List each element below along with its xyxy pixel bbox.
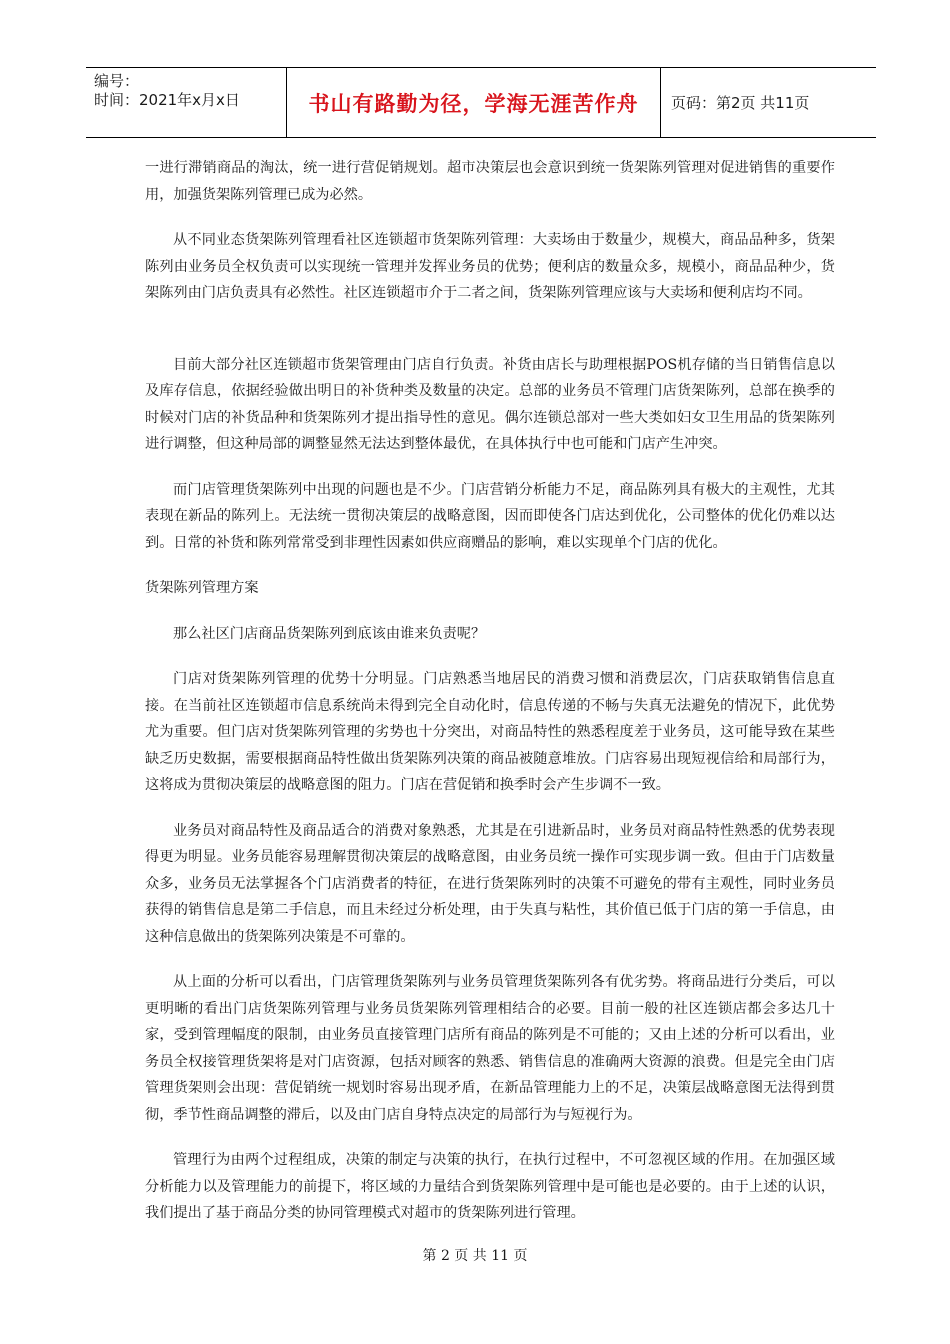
body-paragraph: 从不同业态货架陈列管理看社区连锁超市货架陈列管理：大卖场由于数量少，规模大，商品品种多，货架陈列由业务员全权负责可以实现统一管理并发挥业务员的优势；便利店的数量众多，规模小，商品品种少，货架陈列由门店负责具有必然性。社区连锁超市介于二者之间，货架陈列管理应该与大卖场和便利店均不同。 [145, 232, 835, 301]
page-header [86, 67, 876, 138]
page-footer [0, 1245, 950, 1265]
body-paragraph: 门店对货架陈列管理的优势十分明显。门店熟悉当地居民的消费习惯和消费层次，门店获取销售信息直接。在当前社区连锁超市信息系统尚未得到完全自动化时，信息传递的不畅与失真无法避免的情况下，此优势尤为重要。但门店对货架陈列管理的劣势也十分突出，对商品特性的熟悉程度差于业务员，这可能导致在某些缺乏历史数据，需要根据商品特性做出货架陈列决策的商品被随意堆放。门店容易出现短视信给和局部行为，这将成为贯彻决策层的战略意图的阻力。门店在营促销和换季时会产生步调不一致。 [145, 671, 835, 793]
body-paragraph: 从上面的分析可以看出，门店管理货架陈列与业务员管理货架陈列各有优劣势。将商品进行分类后，可以更明晰的看出门店货架陈列管理与业务员货架陈列管理相结合的必要。目前一般的社区连锁店都会多达几十家，受到管理幅度的限制，由业务员直接管理门店所有商品的陈列是不可能的；又由上述的分析可以看出，业务员全权接管理货架将是对门店资源，包括对顾客的熟悉、销售信息的准确两大资源的浪费。但是完全由门店管理货架则会出现：营促销统一规划时容易出现矛盾，在新品管理能力上的不足，决策层战略意图无法得到贯彻，季节性商品调整的滞后，以及由门店自身特点决定的局部行为与短视行为。 [145, 974, 835, 1123]
body-paragraph: 业务员对商品特性及商品适合的消费对象熟悉，尤其是在引进新品时，业务员对商品特性熟悉的优势表现得更为明显。业务员能容易理解贯彻决策层的战略意图，由业务员统一操作可实现步调一致。但由于门店数量众多，业务员无法掌握各个门店消费者的特征，在进行货架陈列时的决策不可避免的带有主观性，同时业务员获得的销售信息是第二手信息，而且未经过分析处理，由于失真与粘性，其价值已低于门店的第一手信息，由这种信息做出的货架陈列决策是不可靠的。 [145, 822, 835, 945]
header-motto: 书山有路勤为径，学海无涯苦作舟 [308, 91, 639, 116]
body-paragraph: 而门店管理货架陈列中出现的问题也是不少。门店营销分析能力不足，商品陈列具有极大的主观性，尤其表现在新品的陈列上。无法统一贯彻决策层的战略意图，因而即使各门店达到优化，公司整体的优化仍难以达到。日常的补货和陈列常常受到非理性因素如供应商赠品的影响，难以实现单个门店的优化。 [145, 481, 835, 551]
document-number-label: 编号： [94, 72, 140, 90]
header-motto-cell [287, 68, 661, 137]
header-page-label: 页码：第2页 共11页 [671, 94, 810, 112]
footer-page-number: 第 2 页 共 11 页 [422, 1248, 528, 1264]
header-meta [86, 68, 287, 137]
body-paragraph: 一进行滞销商品的淘汰，统一进行营促销规划。超市决策层也会意识到统一货架陈列管理对促进销售的重要作用，加强货架陈列管理已成为必然。 [145, 160, 835, 203]
header-page-cell [661, 68, 876, 137]
section-heading: 货架陈列管理方案 [145, 580, 259, 596]
body-paragraph: 那么社区门店商品货架陈列到底该由谁来负责呢？ [173, 625, 486, 642]
body-paragraph: 目前大部分社区连锁超市货架管理由门店自行负责。补货由店长与助理根据POS机存储的当日销售信息以及库存信息，依据经验做出明日的补货种类及数量的决定。总部的业务员不管理门店货架陈列，总部在换季的时候对门店的补货品种和货架陈列才提出指导性的意见。偶尔连锁总部对一些大类如妇女卫生用品的货架陈列进行调整，但这种局部的调整显然无法达到整体最优，在具体执行中也可能和门店产生冲突。 [145, 356, 835, 452]
body-paragraph: 管理行为由两个过程组成，决策的制定与决策的执行，在执行过程中，不可忽视区域的作用。在加强区域分析能力以及管理能力的前提下，将区域的力量结合到货架陈列管理中是可能也是必要的。由于上述的认识，我们提出了基于商品分类的协同管理模式对超市的货架陈列进行管理。 [145, 1152, 835, 1221]
document-body [145, 155, 835, 1246]
document-time-label: 时间：2021年x月x日 [94, 91, 240, 109]
